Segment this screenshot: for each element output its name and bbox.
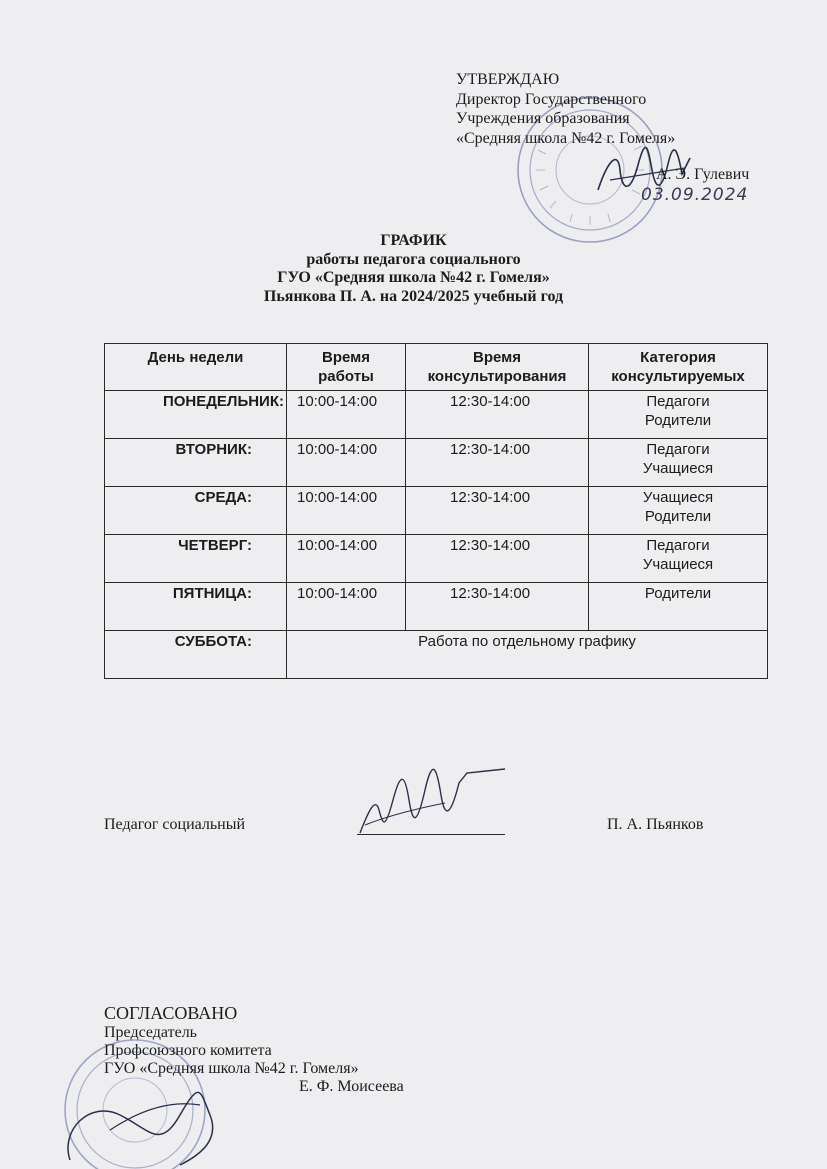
category-cell xyxy=(589,487,768,535)
category-cell xyxy=(589,535,768,583)
category-item: Родители xyxy=(644,585,712,602)
category-item: Родители xyxy=(644,412,712,429)
table-row xyxy=(105,535,768,583)
schedule-table xyxy=(104,343,768,679)
header-consult-time xyxy=(406,344,589,391)
header-work-time xyxy=(287,344,406,391)
title-line: Пьянкова П. А. на 2024/2025 учебный год xyxy=(263,287,564,305)
table-row xyxy=(105,439,768,487)
approval-heading: УТВЕРЖДАЮ xyxy=(456,71,560,88)
table-row xyxy=(105,487,768,535)
consult-time-cell: 12:30-14:00 xyxy=(406,391,589,439)
day-cell: ПОНЕДЕЛЬНИК: xyxy=(105,391,287,439)
table-row xyxy=(105,391,768,439)
category-item: Родители xyxy=(644,508,712,525)
category-item: Учащиеся xyxy=(642,489,714,506)
work-time-cell: 10:00-14:00 xyxy=(287,439,406,487)
saturday-note-cell: Работа по отдельному графику xyxy=(287,631,768,679)
header-day: День недели xyxy=(105,344,287,391)
approval-line: Учреждения образования xyxy=(456,110,630,127)
day-cell: ЧЕТВЕРГ: xyxy=(105,535,287,583)
chair-name: Е. Ф. Моисеева xyxy=(299,1078,404,1095)
header-text: Время xyxy=(473,349,521,366)
header-text: консультируемых xyxy=(611,368,745,385)
agreement-line: ГУО «Средняя школа №42 г. Гомеля» xyxy=(104,1060,359,1077)
day-cell: ВТОРНИК: xyxy=(105,439,287,487)
agreement-line: Председатель xyxy=(104,1024,197,1041)
work-time-cell: 10:00-14:00 xyxy=(287,583,406,631)
title-line: работы педагога социального xyxy=(306,250,521,268)
category-cell xyxy=(589,583,768,631)
director-name: А. Э. Гулевич xyxy=(656,166,750,183)
table-header-row xyxy=(105,344,768,391)
work-time-cell: 10:00-14:00 xyxy=(287,391,406,439)
header-text: Время xyxy=(322,349,370,366)
category-item: Учащиеся xyxy=(642,460,714,477)
teacher-role: Педагог социальный xyxy=(104,816,246,833)
day-cell: СРЕДА: xyxy=(105,487,287,535)
category-item: Учащиеся xyxy=(642,556,714,573)
work-time-cell: 10:00-14:00 xyxy=(287,487,406,535)
consult-time-cell: 12:30-14:00 xyxy=(406,583,589,631)
agreement-line: Профсоюзного комитета xyxy=(104,1042,272,1059)
category-item: Педагоги xyxy=(646,537,710,554)
consult-time-cell: 12:30-14:00 xyxy=(406,487,589,535)
category-item: Педагоги xyxy=(646,441,710,458)
consult-time-cell: 12:30-14:00 xyxy=(406,439,589,487)
approval-date: 03.09.2024 xyxy=(641,185,749,205)
approval-block xyxy=(456,70,750,205)
header-text: Категория xyxy=(640,349,716,366)
teacher-name: П. А. Пьянков xyxy=(607,816,704,833)
header-text: работы xyxy=(318,368,374,385)
title-main: ГРАФИК xyxy=(380,232,447,249)
category-cell xyxy=(589,439,768,487)
document-title xyxy=(0,232,827,306)
table-row xyxy=(105,583,768,631)
day-cell: ПЯТНИЦА: xyxy=(105,583,287,631)
agreement-block xyxy=(104,1002,404,1096)
approval-line: Директор Государственного xyxy=(456,90,647,108)
category-item: Педагоги xyxy=(646,393,710,410)
table-row-saturday xyxy=(105,631,768,679)
category-cell xyxy=(589,391,768,439)
day-cell: СУББОТА: xyxy=(105,631,287,679)
consult-time-cell: 12:30-14:00 xyxy=(406,535,589,583)
header-text: консультирования xyxy=(427,368,567,385)
work-time-cell: 10:00-14:00 xyxy=(287,535,406,583)
signature-line xyxy=(357,834,505,835)
teacher-signature xyxy=(355,755,515,840)
approval-line: «Средняя школа №42 г. Гомеля» xyxy=(456,129,676,147)
title-line: ГУО «Средняя школа №42 г. Гомеля» xyxy=(277,269,550,286)
agreement-heading: СОГЛАСОВАНО xyxy=(104,1003,238,1023)
header-category xyxy=(589,344,768,391)
